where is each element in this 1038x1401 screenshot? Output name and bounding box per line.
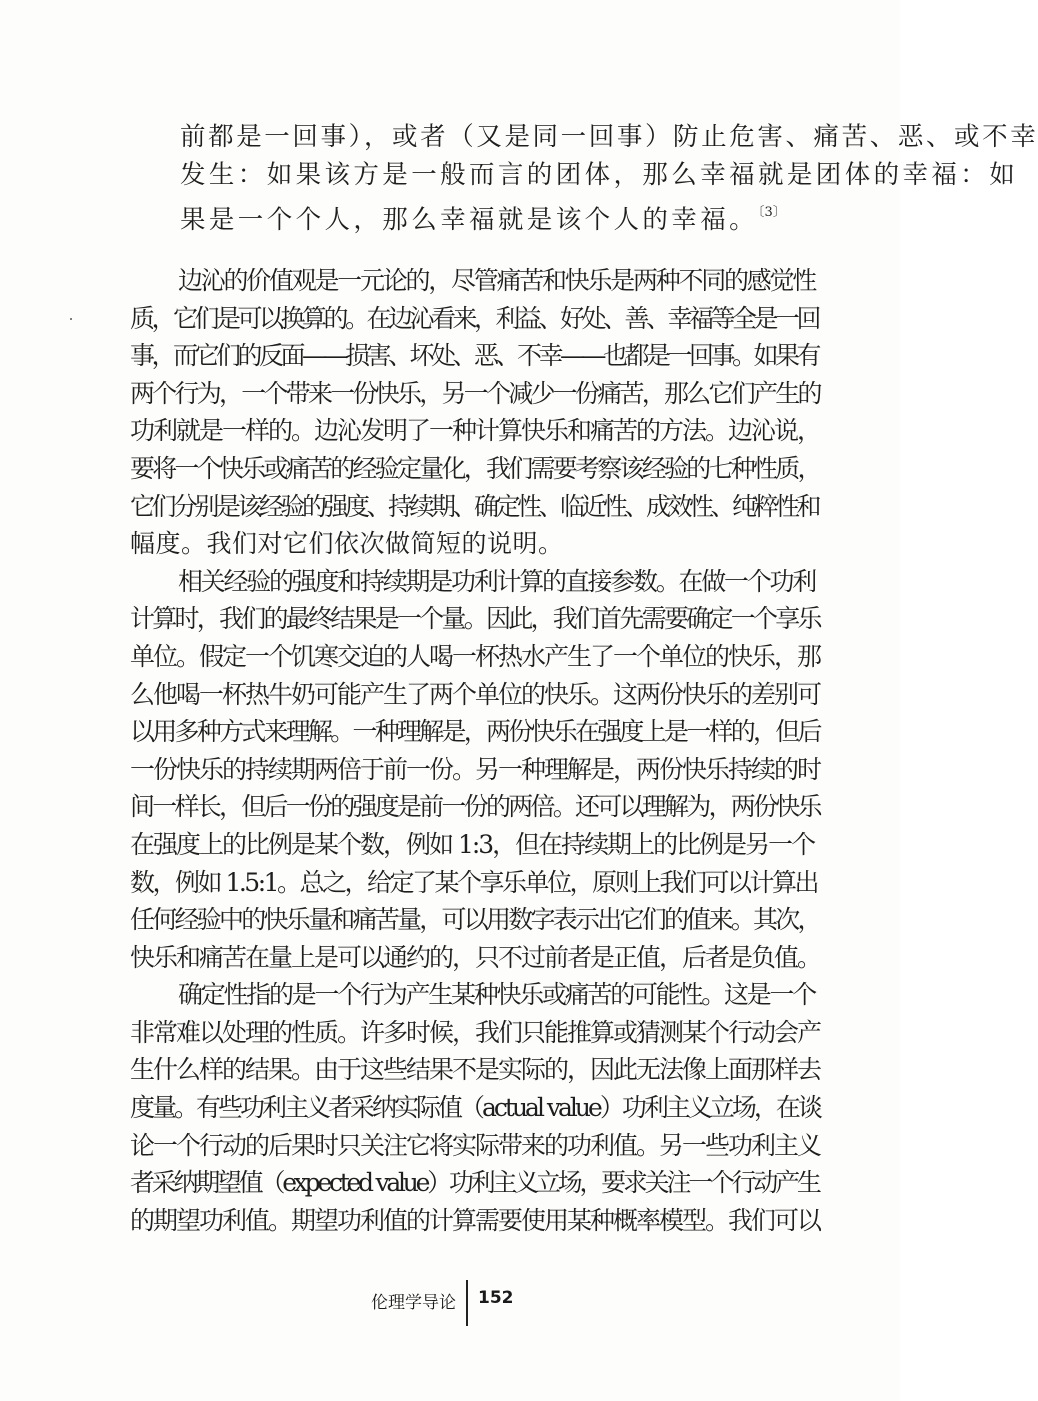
body-line: 任何经验中的快乐量和痛苦量，可以用数字表示出它们的值来。其次， (130, 905, 820, 935)
body-line: 它们分别是该经验的强度、持续期、确定性、临近性、成效性、纯粹性和 (130, 491, 819, 521)
paragraph-first-line: 相关经验的强度和持续期是功利计算的直接参数。在做一个功利 (178, 566, 816, 596)
body-line: 论一个行动的后果时只关注它将实际带来的功利值。另一些功利主义 (130, 1130, 821, 1160)
body-line: 者采纳期望值（expected value）功利主义立场，要求关注一个行动产生 (130, 1168, 819, 1198)
body-line: 事，而它们的反面——损害、坏处、恶、不幸——也都是一回事。如果有 (130, 341, 819, 371)
body-line: 间一样长，但后一份的强度是前一份的两倍。还可以理解为，两份快乐 (130, 792, 820, 822)
body-line: 快乐和痛苦在量上是可以通约的，只不过前者是正值，后者是负值。 (130, 942, 821, 972)
body-text (130, 262, 820, 1239)
page-footer (0, 1280, 900, 1340)
quote-line: 发生：如果该方是一般而言的团体，那么幸福就是团体的幸福：如 (180, 160, 1019, 190)
page-number: 152 (478, 1288, 514, 1308)
body-line: 计算时，我们的最终结果是一个量。因此，我们首先需要确定一个享乐 (130, 604, 820, 634)
footnote-reference: 〔3〕 (758, 205, 786, 220)
body-line: 度量。有些功利主义者采纳实际值（actual value）功利主义立场，在谈 (130, 1093, 820, 1123)
body-line: 质，它们是可以换算的。在边沁看来，利益、好处、善、幸福等全是一回 (130, 303, 819, 333)
quote-line: 前都是一回事），或者（又是同一回事）防止危害、痛苦、恶、或不幸 (180, 122, 1038, 152)
body-line: 非常难以处理的性质。许多时候，我们只能推算或猜测某个行动会产 (130, 1017, 821, 1047)
body-line: 在强度上的比例是某个数，例如 1:3，但在持续期上的比例是另一个 (130, 829, 815, 859)
body-line: 功利就是一样的。边沁发明了一种计算快乐和痛苦的方法。边沁说， (130, 416, 821, 446)
body-line: 一份快乐的持续期两倍于前一份。另一种理解是，两份快乐持续的时 (130, 754, 821, 784)
quote-line-text: 果是一个个人，那么幸福就是该个人的幸福。 (180, 205, 759, 235)
body-line: 单位。假定一个饥寒交迫的人喝一杯热水产生了一个单位的快乐，那 (130, 641, 821, 671)
running-footer-title: 伦理学导论 (371, 1293, 456, 1313)
body-line: 幅度。我们对它们依次做简短的说明。 (130, 529, 564, 559)
body-line: 么他喝一杯热牛奶可能产生了两个单位的快乐。这两份快乐的差别可 (130, 679, 821, 709)
paragraph-first-line: 确定性指的是一个行为产生某种快乐或痛苦的可能性。这是一个 (178, 980, 816, 1010)
scan-speck (70, 318, 72, 320)
body-line: 生什么样的结果。由于这些结果不是实际的，因此无法像上面那样去 (130, 1055, 821, 1085)
body-line: 以用多种方式来理解。一种理解是，两份快乐在强度上是一样的，但后 (130, 717, 820, 747)
footer-divider (466, 1280, 468, 1326)
body-line: 要将一个快乐或痛苦的经验定量化，我们需要考察该经验的七种性质， (130, 453, 820, 483)
body-line: 的期望功利值。期望功利值的计算需要使用某种概率模型。我们可以 (130, 1205, 821, 1235)
block-quote (180, 118, 1038, 235)
body-line: 两个行为，一个带来一份快乐，另一个减少一份痛苦，那么它们产生的 (130, 378, 820, 408)
quote-line (180, 194, 820, 235)
body-line: 数，例如 1.5:1。总之，给定了某个享乐单位，原则上我们可以计算出 (130, 867, 818, 897)
paragraph-first-line: 边沁的价值观是一元论的，尽管痛苦和快乐是两种不同的感觉性 (178, 266, 816, 295)
